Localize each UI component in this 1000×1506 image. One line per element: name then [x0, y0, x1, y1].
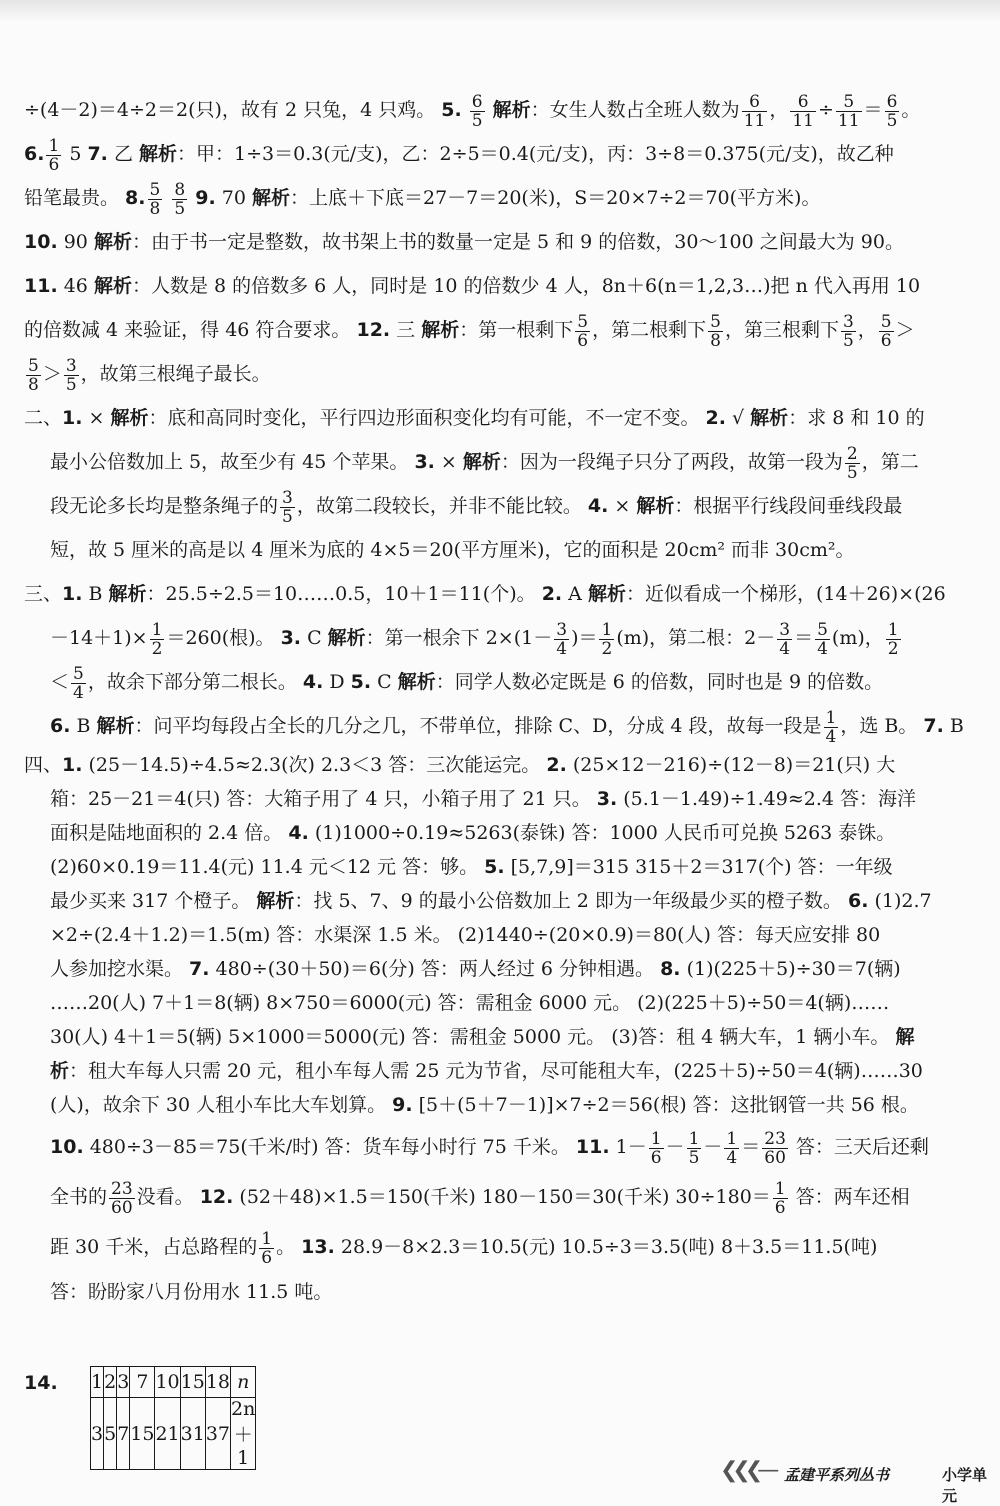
answer-line: －14＋1)× $\frac{1}{2}$ ＝260(根)。 3. C 解析：第一根余下 2×(1－ $\frac{3}{4}$ )＝ $\frac{1}{2}$ (m)，第二根：2－ $\frac{3}{4}$ ＝ $\frac{5}{4}$ (m)， $\frac{1}{2}$ [50, 619, 899, 659]
table-cell: 15 [130, 1398, 155, 1470]
answer-line: (人)，故余下 30 人租小车比大车划算。 9. [5＋(5＋7－1)]×7÷2＝56(根) 答：这批钢管一共 56 根。 [50, 1094, 919, 1116]
fraction: $\frac{5}{4}$ [73, 663, 84, 703]
fraction: $\frac{6}{11}$ [792, 91, 814, 131]
table-cell: 21 [155, 1398, 180, 1470]
fraction: $\frac{1}{2}$ [601, 619, 613, 659]
page-footer [720, 1452, 1000, 1505]
fraction: $\frac{5}{8}$ [28, 355, 39, 395]
table-cell: 10 [155, 1367, 180, 1398]
fraction: $\frac{1}{6}$ [261, 1228, 273, 1268]
fraction: $\frac{6}{5}$ [886, 91, 898, 131]
table-cell: 2 [104, 1367, 117, 1398]
answer-line: 距 30 千米，占总路程的 $\frac{1}{6}$ 。 13. 28.9－8×2.3＝10.5(元) 10.5÷3＝3.5(吨) 8＋3.5＝11.5(吨) [50, 1228, 878, 1268]
table-cell: 37 [205, 1398, 230, 1470]
fraction: $\frac{5}{11}$ [837, 91, 860, 131]
series-name: 孟建平系列丛书 [784, 1466, 890, 1484]
answer-line: 铅笔最贵。 8. $\frac{5}{8}$ $\frac{8}{5}$ 9. 70 解析：上底＋下底＝27－7＝20(米)，S＝20×7÷2＝70(平方米)。 [24, 179, 821, 219]
fraction: $\frac{1}{2}$ [151, 619, 163, 659]
fraction: $\frac{23}{60}$ [111, 1178, 133, 1218]
fraction: $\frac{6}{5}$ [471, 91, 483, 131]
table-cell: 3 [117, 1367, 130, 1398]
table-cell: 3 [91, 1398, 104, 1470]
section-heading: 二、 [24, 407, 63, 429]
fraction: $\frac{5}{8}$ [149, 179, 161, 219]
fraction: $\frac{2}{5}$ [846, 443, 858, 483]
fraction: $\frac{5}{6}$ [577, 311, 589, 351]
answer-line: 短，故 5 厘米的高是以 4 厘米为底的 4×5＝20(平方厘米)，它的面积是 20cm² 而非 30cm²。 [50, 539, 855, 561]
fraction: $\frac{3}{5}$ [65, 355, 77, 395]
answer-line: 三、1. B 解析：25.5÷2.5＝10……0.5，10＋1＝11(个)。 2. A 解析：近似看成一个梯形，(14＋26)×(26 [24, 583, 946, 605]
fraction: $\frac{3}{4}$ [779, 619, 791, 659]
fraction: $\frac{1}{4}$ [726, 1128, 738, 1168]
answer-line: 段无论多长均是整条绳子的 $\frac{3}{5}$ ，故第二段较长，并非不能比较。 4. × 解析：根据平行线段间垂线段最 [50, 487, 903, 527]
answer-line: 人参加挖水渠。 7. 480÷(30＋50)＝6(分) 答：两人经过 6 分钟相遇。 8. (1)(225＋5)÷30＝7(辆) [50, 958, 901, 980]
scan-top-shadow [0, 0, 1000, 22]
fraction: $\frac{1}{6}$ [774, 1178, 786, 1218]
fraction: $\frac{3}{5}$ [842, 311, 854, 351]
table-cell: 15 [180, 1367, 205, 1398]
answer-line: (2)60×0.19＝11.4(元) 11.4 元＜12 元 答：够。 5. [5,7,9]＝315 315＋2＝317(个) 答：一年级 [50, 856, 893, 878]
answer-line: 全书的 $\frac{23}{60}$ 没看。 12. (52＋48)×1.5＝150(千米) 180－150＝30(千米) 30÷180＝ $\frac{1}{6}$ 答：两车还相 [50, 1178, 910, 1218]
section-heading: 三、 [24, 583, 63, 605]
table-cell: 31 [180, 1398, 205, 1470]
fraction: $\frac{5}{8}$ [710, 311, 721, 351]
table-row [91, 1398, 256, 1470]
answer-line: 答：盼盼家八月份用水 11.5 吨。 [50, 1281, 333, 1303]
answer-line: 面积是陆地面积的 2.4 倍。 4. (1)1000÷0.19≈5263(泰铢) 答：1000 人民币可兑换 5263 泰铢。 [50, 822, 896, 844]
answer-line: ……20(人) 7＋1＝8(辆) 8×750＝6000(元) 答：需租金 6000 元。 (2)(225＋5)÷50＝4(辆)…… [50, 992, 890, 1014]
answer-line: ＜ $\frac{5}{4}$ ，故余下部分第二根长。 4. D 5. C 解析：同学人数必定既是 6 的倍数，同时也是 9 的倍数。 [50, 663, 884, 703]
answer-line: 30(人) 4＋1＝5(辆) 5×1000＝5000(元) 答：需租金 5000 元。 (3)答：租 4 辆大车，1 辆小车。 解 [50, 1026, 915, 1048]
fraction: $\frac{23}{60}$ [764, 1128, 786, 1168]
fraction: $\frac{1}{6}$ [48, 135, 60, 175]
sequence-table [90, 1366, 256, 1470]
table-cell: 2n＋1 [231, 1398, 256, 1469]
fraction: $\frac{3}{4}$ [556, 619, 568, 659]
answer-line: ×2÷(2.4＋1.2)＝1.5(m) 答：水渠深 1.5 米。 (2)1440÷(20×0.9)＝80(人) 答：每天应安排 80 [50, 924, 881, 946]
answer-line: 6. $\frac{1}{6}$ 5 7. 乙 解析：甲：1÷3＝0.3(元/支)，乙：2÷5＝0.4(元/支)，丙：3÷8＝0.375(元/支)，故乙种 [24, 135, 894, 175]
answer-line: 10. 90 解析：由于书一定是整数，故书架上书的数量一定是 5 和 9 的倍数，30～100 之间最大为 90。 [24, 231, 904, 253]
series-subtitle: 小学单元 [942, 1466, 988, 1505]
answer-line: 最少买来 317 个橙子。 解析：找 5、7、9 的最小公倍数加上 2 即为一年级最少买的橙子数。 6. (1)2.7 [50, 890, 932, 912]
table-cell: 7 [130, 1367, 155, 1398]
fraction: $\frac{5}{4}$ [817, 619, 828, 659]
answer-content [24, 88, 970, 1312]
arrow-left-icon: ❮❮❮— [720, 1458, 774, 1483]
fraction: $\frac{5}{6}$ [880, 311, 892, 351]
table-cell: 18 [205, 1367, 230, 1398]
table-cell: 1 [91, 1367, 104, 1398]
answer-line: ÷(4－2)＝4÷2＝2(只)，故有 2 只兔，4 只鸡。 5. $\frac{6}{5}$ 解析：女生人数占全班人数为 $\frac{6}{11}$ ， $\frac{6}{11}$ ÷ $\frac{5}{11}$ ＝ $\frac{6}{5}$ 。 [24, 91, 921, 131]
table-cell: 5 [104, 1398, 117, 1470]
answer-line: 11. 46 解析：人数是 8 的倍数多 6 人，同时是 10 的倍数少 4 人，8n＋6(n＝1,2,3…)把 n 代入再用 10 [24, 275, 921, 297]
answer-line: 箱：25－21＝4(只) 答：大箱子用了 4 只，小箱子用了 21 只。 3. (5.1－1.49)÷1.49≈2.4 答：海洋 [50, 788, 917, 810]
question-number: 14. [24, 1372, 58, 1394]
fraction: $\frac{1}{2}$ [887, 619, 899, 659]
answer-line: $\frac{5}{8}$ ＞ $\frac{3}{5}$ ，故第三根绳子最长。 [28, 355, 271, 395]
answer-line: 二、1. × 解析：底和高同时变化，平行四边形面积变化均有可能，不一定不变。 2. √ 解析：求 8 和 10 的 [24, 407, 925, 429]
table-cell: 7 [117, 1398, 130, 1470]
fraction: $\frac{1}{5}$ [688, 1128, 700, 1168]
table-row [91, 1367, 256, 1398]
section-heading: 四、 [24, 754, 63, 776]
fraction: $\frac{3}{5}$ [282, 487, 293, 527]
fraction: $\frac{8}{5}$ [174, 179, 186, 219]
table-cell: n [231, 1367, 256, 1398]
answer-line: 最小公倍数加上 5，故至少有 45 个苹果。 3. × 解析：因为一段绳子只分了两段，故第一段为 $\frac{2}{5}$ ，第二 [50, 443, 919, 483]
fraction: $\frac{6}{11}$ [743, 91, 766, 131]
answer-line: 6. B 解析：问平均每段占全长的几分之几，不带单位，排除 C、D，分成 4 段，故每一段是 $\frac{1}{4}$ ，选 B。 7. B [50, 707, 964, 747]
fraction: $\frac{1}{6}$ [650, 1128, 662, 1168]
answer-line: 四、1. (25－14.5)÷4.5≈2.3(次) 2.3＜3 答：三次能运完。 2. (25×12－216)÷(12－8)＝21(只) 大 [24, 754, 896, 776]
answer-line: 10. 480÷3－85＝75(千米/时) 答：货车每小时行 75 千米。 11. 1－ $\frac{1}{6}$ － $\frac{1}{5}$ － $\frac{1}{4}$ ＝ $\frac{23}{60}$ 答：三天后还剩 [50, 1128, 929, 1168]
answer-line: 的倍数减 4 来验证，得 46 符合要求。 12. 三 解析：第一根剩下 $\frac{5}{6}$ ，第二根剩下 $\frac{5}{8}$ ，第三根剩下 $\frac{3}{5}$ ， $\frac{5}{6}$ ＞ [24, 311, 915, 351]
fraction: $\frac{1}{4}$ [825, 707, 837, 747]
answer-line: 析：租大车每人只需 20 元，租小车每人需 25 元为节省，尽可能租大车，(225＋5)÷50＝4(辆)……30 [50, 1060, 923, 1082]
